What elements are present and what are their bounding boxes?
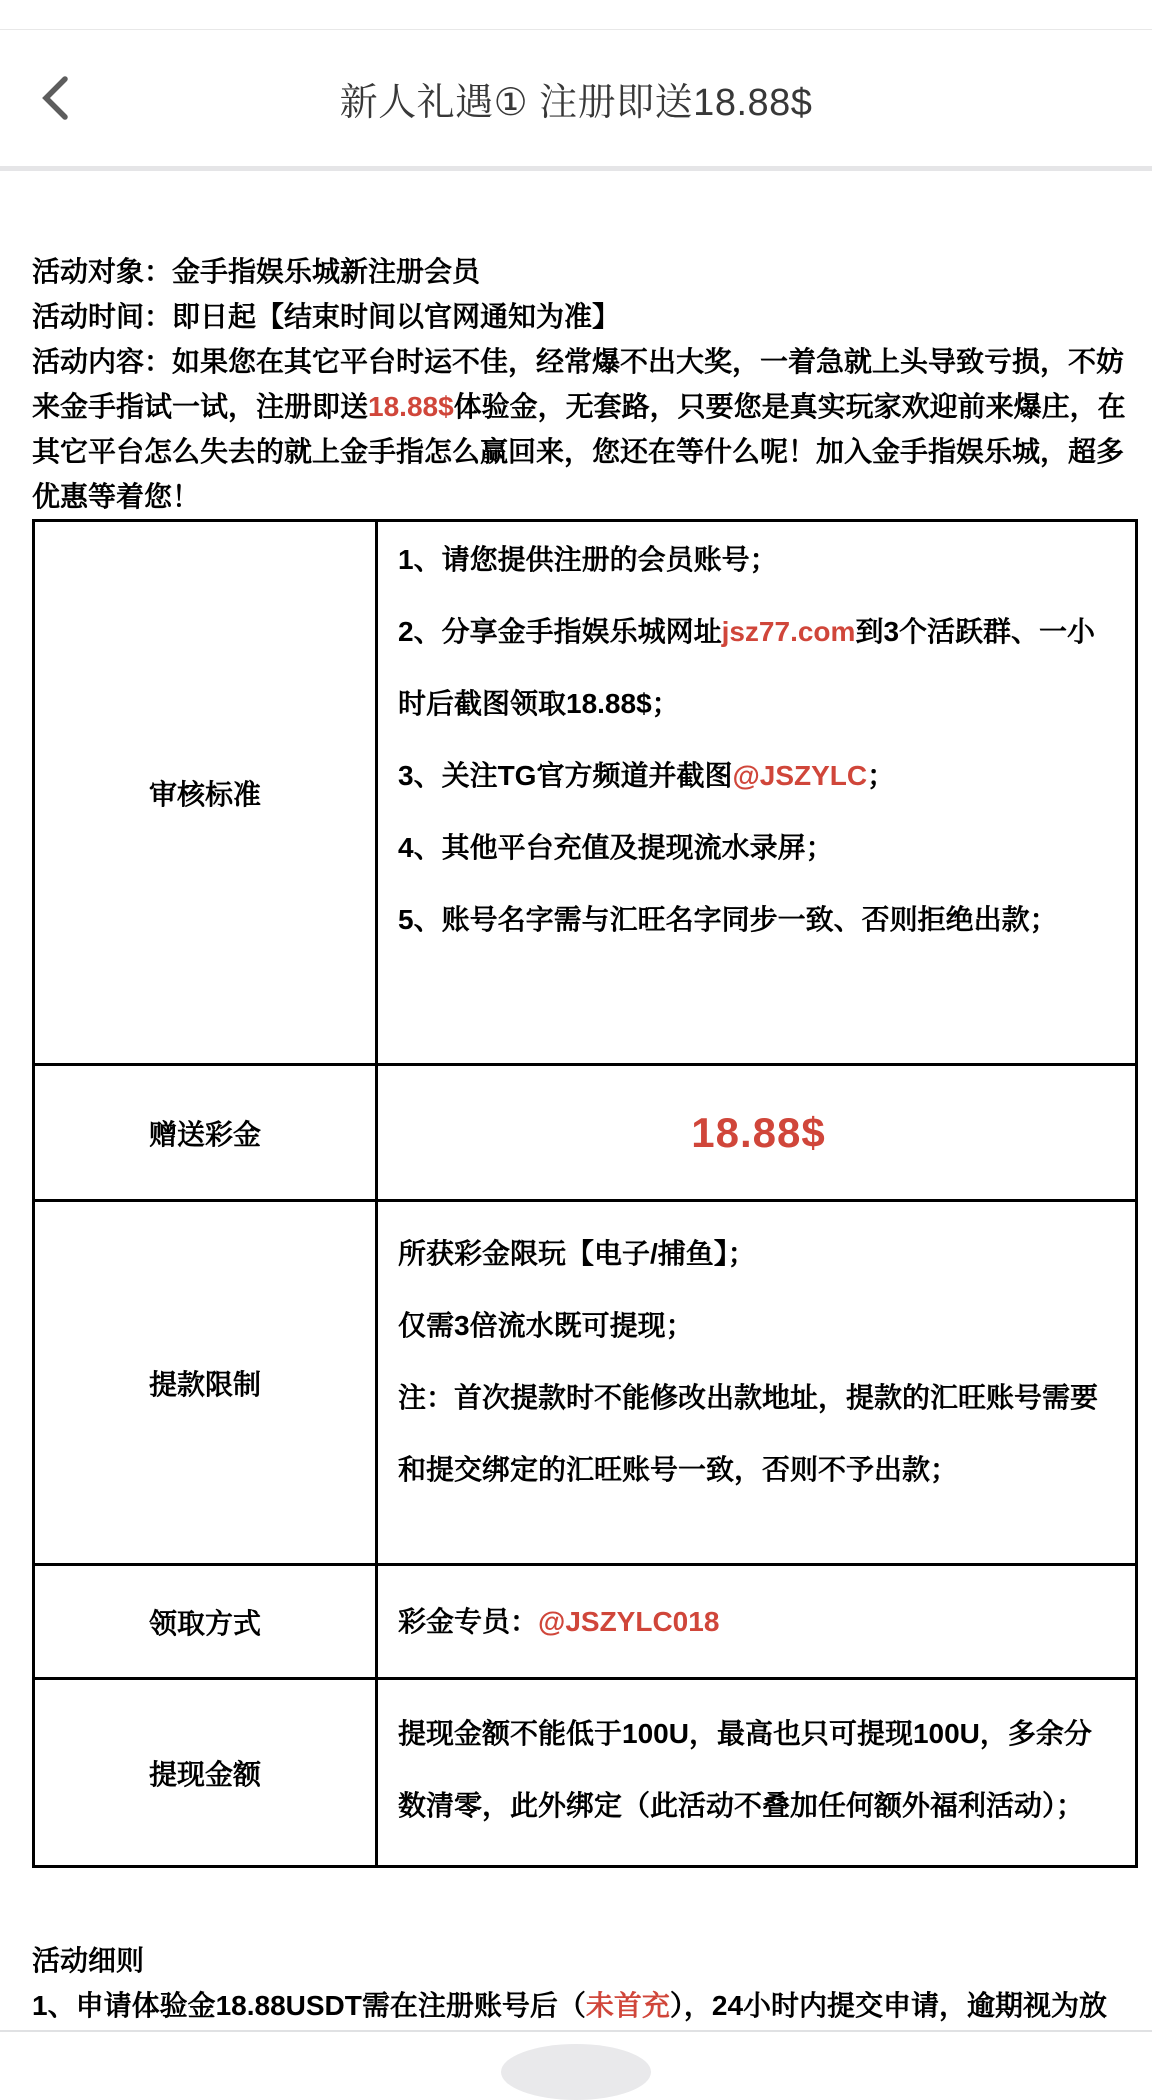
- site-url: jsz77.com: [721, 616, 856, 647]
- back-button[interactable]: [28, 68, 80, 128]
- text-line: [32, 1983, 1120, 2029]
- rules-table: [32, 519, 1138, 1868]
- text-segment: 数清零，此外绑定（此活动不叠加任何额外福利活动）；: [398, 1790, 1085, 1821]
- activity-rules-section: [32, 1938, 1120, 2029]
- row-content-withdrawal-limit: [377, 1201, 1137, 1565]
- row-label-claim-method: 领取方式: [34, 1565, 377, 1679]
- text-segment: 活动对象：金手指娱乐城新注册会员: [32, 256, 481, 287]
- text-segment: 来金手指试一试，注册即送: [32, 391, 369, 422]
- text-segment: 体验金，无套路，只要您是真实玩家欢迎前来爆庄，在: [453, 391, 1126, 422]
- table-row-claim-method: [34, 1565, 1137, 1679]
- text-line: [398, 740, 1119, 812]
- text-line: [398, 1218, 1119, 1290]
- text-line: [398, 596, 1119, 668]
- text-segment: 所获彩金限玩【电子/捕鱼】；: [398, 1238, 756, 1269]
- status-bar-gap: [0, 0, 1152, 29]
- text-segment: 和提交绑定的汇旺账号一致，否则不予出款；: [398, 1454, 959, 1485]
- activity-rules-heading: 活动细则: [32, 1945, 145, 1976]
- page-title: 新人礼遇① 注册即送18.88$: [339, 81, 813, 124]
- text-segment: 仅需3倍流水既可提现；: [398, 1310, 694, 1341]
- row-content-withdrawal-amount: [377, 1679, 1137, 1867]
- row-label-review-criteria: 审核标准: [34, 521, 377, 1065]
- table-row-review-criteria: [34, 521, 1137, 1065]
- no-first-deposit-highlight: 未首充: [585, 1990, 670, 2021]
- text-segment: 优惠等着您！: [32, 481, 201, 512]
- text-line: [32, 429, 1125, 474]
- text-line: [398, 812, 1119, 884]
- text-line: [398, 1586, 1119, 1658]
- text-line: [398, 884, 1119, 956]
- text-segment: 5、账号名字需与汇旺名字同步一致、否则拒绝出款；: [398, 904, 1058, 935]
- text-segment: ），24小时内提交申请，逾期视为放: [669, 1990, 1108, 2021]
- text-segment: 活动时间：即日起【结束时间以官网通知为准】: [32, 301, 621, 332]
- text-segment: 2、分享金手指娱乐城网址: [398, 616, 722, 647]
- row-content-claim-method: [377, 1565, 1137, 1679]
- text-line: [32, 339, 1125, 384]
- bonus-amount-value: 18.88$: [691, 1108, 826, 1156]
- navbar: [0, 29, 1152, 171]
- tg-agent-handle: @JSZYLC018: [538, 1605, 720, 1637]
- bottom-floating-button[interactable]: [501, 2044, 651, 2100]
- content-area: [0, 249, 1152, 2029]
- text-segment: 3、关注TG官方频道并截图: [398, 760, 733, 791]
- row-label-withdrawal-amount: 提现金额: [34, 1679, 377, 1867]
- tg-channel-handle: @JSZYLC: [732, 760, 868, 791]
- text-segment: 其它平台怎么失去的就上金手指怎么赢回来，您还在等什么呢！加入金手指娱乐城，超多: [32, 436, 1125, 467]
- text-line: [398, 1770, 1119, 1842]
- row-content-bonus: [377, 1065, 1137, 1201]
- row-label-bonus: 赠送彩金: [34, 1065, 377, 1201]
- text-line: [398, 668, 1119, 740]
- table-row-withdrawal-amount: [34, 1679, 1137, 1867]
- text-segment: 到3个活跃群、一小: [855, 616, 1096, 647]
- text-line: [398, 1434, 1119, 1506]
- text-segment: 注：首次提款时不能修改出款地址，提款的汇旺账号需要: [398, 1382, 1099, 1413]
- text-segment: ；: [867, 760, 896, 791]
- text-line: [32, 249, 1120, 294]
- bottom-divider: [0, 2030, 1152, 2032]
- activity-rules-text: [32, 1983, 1120, 2029]
- text-line: [398, 1698, 1119, 1770]
- text-line: [398, 524, 1119, 596]
- row-label-withdrawal-limit: 提款限制: [34, 1201, 377, 1565]
- text-line: [398, 1290, 1119, 1362]
- text-segment: 1、申请体验金18.88USDT需在注册账号后（: [32, 1990, 586, 2021]
- text-line: [32, 294, 1120, 339]
- text-segment: 时后截图领取18.88$；: [398, 688, 680, 719]
- chevron-left-icon: [39, 75, 69, 121]
- text-segment: 4、其他平台充值及提现流水录屏；: [398, 832, 834, 863]
- intro-paragraph: [32, 249, 1126, 519]
- text-line: [398, 1362, 1119, 1434]
- text-segment: 1、请您提供注册的会员账号；: [398, 544, 778, 575]
- text-line: [32, 384, 1126, 429]
- text-segment: 提现金额不能低于100U，最高也只可提现100U，多余分: [398, 1718, 1092, 1749]
- text-segment: 活动内容：如果您在其它平台时运不佳，经常爆不出大奖，一着急就上头导致亏损，不妨: [32, 346, 1125, 377]
- bonus-amount-inline: 18.88$: [368, 391, 454, 422]
- text-line: [32, 474, 1120, 519]
- row-content-review-criteria: [377, 521, 1137, 1065]
- table-row-withdrawal-limit: [34, 1201, 1137, 1565]
- text-segment: 彩金专员：: [398, 1605, 539, 1637]
- table-row-bonus: [34, 1065, 1137, 1201]
